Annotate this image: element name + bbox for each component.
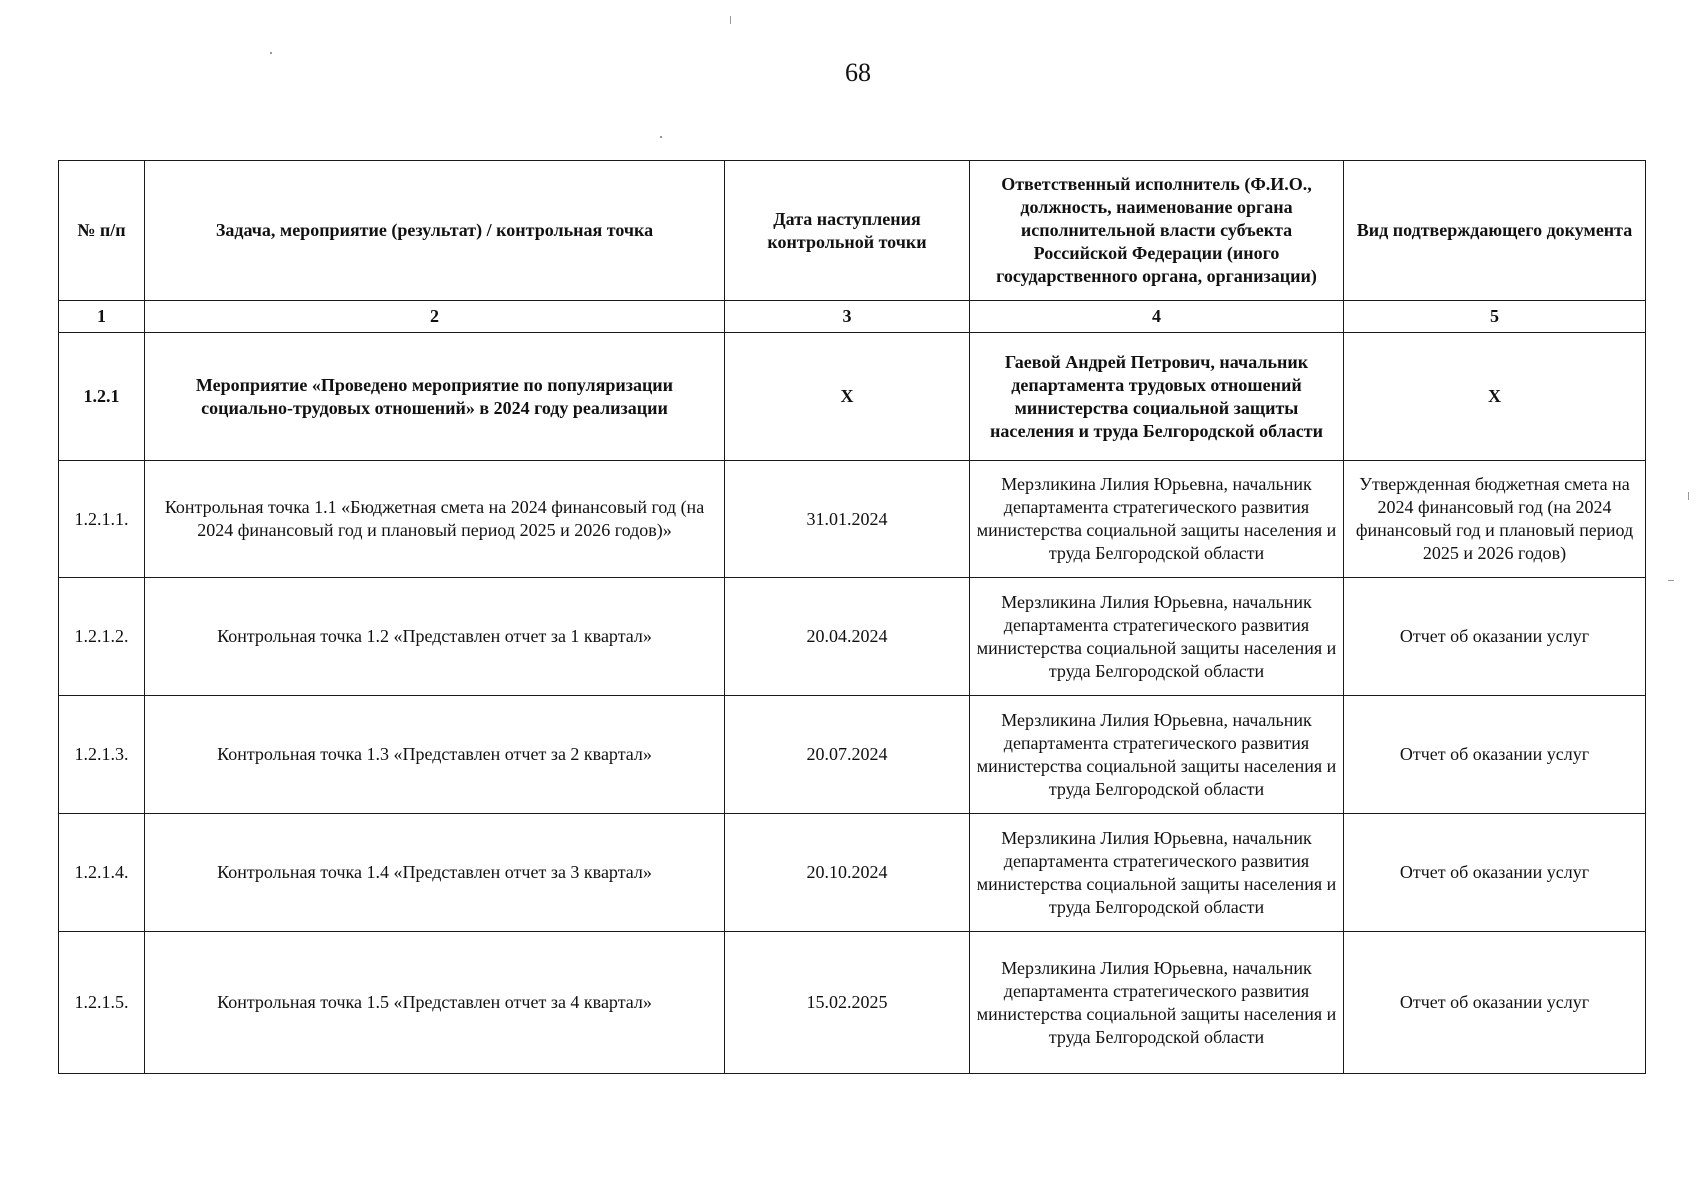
row-task: Мероприятие «Проведено мероприятие по популяризации социально-трудовых отношений» в 2024 году реализации — [145, 333, 725, 461]
scan-speck — [1688, 492, 1689, 500]
column-number: 1 — [59, 301, 145, 333]
row-code: 1.2.1.1. — [59, 461, 145, 578]
row-responsible: Гаевой Андрей Петрович, начальник департамента трудовых отношений министерства социальной защиты населения и труда Белгородской области — [970, 333, 1344, 461]
row-date: 15.02.2025 — [725, 932, 970, 1074]
row-document: X — [1344, 333, 1646, 461]
page-number: 68 — [845, 58, 871, 87]
row-task: Контрольная точка 1.4 «Представлен отчет за 3 квартал» — [145, 814, 725, 932]
scan-speck — [730, 16, 731, 24]
row-date: 31.01.2024 — [725, 461, 970, 578]
row-document: Отчет об оказании услуг — [1344, 932, 1646, 1074]
header-number: № п/п — [59, 161, 145, 301]
row-code: 1.2.1 — [59, 333, 145, 461]
row-code: 1.2.1.2. — [59, 578, 145, 696]
row-date: 20.07.2024 — [725, 696, 970, 814]
row-responsible: Мерзликина Лилия Юрьевна, начальник департамента стратегического развития министерства социальной защиты населения и труда Белгородской области — [970, 696, 1344, 814]
column-number: 2 — [145, 301, 725, 333]
row-task: Контрольная точка 1.3 «Представлен отчет за 2 квартал» — [145, 696, 725, 814]
row-document: Отчет об оказании услуг — [1344, 696, 1646, 814]
column-number: 3 — [725, 301, 970, 333]
table-row — [59, 932, 1646, 1074]
table-row — [59, 578, 1646, 696]
row-responsible: Мерзликина Лилия Юрьевна, начальник департамента стратегического развития министерства социальной защиты населения и труда Белгородской области — [970, 461, 1344, 578]
header-document: Вид подтверждающего документа — [1344, 161, 1646, 301]
scan-speck — [270, 52, 272, 54]
table-row — [59, 461, 1646, 578]
row-date: 20.10.2024 — [725, 814, 970, 932]
column-number-row — [59, 301, 1646, 333]
row-responsible: Мерзликина Лилия Юрьевна, начальник департамента стратегического развития министерства социальной защиты населения и труда Белгородской области — [970, 814, 1344, 932]
scan-speck — [660, 136, 662, 138]
row-code: 1.2.1.5. — [59, 932, 145, 1074]
header-date: Дата наступления контрольной точки — [725, 161, 970, 301]
table-row — [59, 333, 1646, 461]
table-row — [59, 814, 1646, 932]
row-responsible: Мерзликина Лилия Юрьевна, начальник департамента стратегического развития министерства социальной защиты населения и труда Белгородской области — [970, 932, 1344, 1074]
row-document: Утвержденная бюджетная смета на 2024 финансовый год (на 2024 финансовый год и плановый период 2025 и 2026 годов) — [1344, 461, 1646, 578]
row-document: Отчет об оказании услуг — [1344, 814, 1646, 932]
row-code: 1.2.1.4. — [59, 814, 145, 932]
scan-speck — [1668, 580, 1674, 581]
column-number: 5 — [1344, 301, 1646, 333]
header-responsible: Ответственный исполнитель (Ф.И.О., должность, наименование органа исполнительной власти субъекта Российской Федерации (иного государственного органа, организации) — [970, 161, 1344, 301]
row-responsible: Мерзликина Лилия Юрьевна, начальник департамента стратегического развития министерства социальной защиты населения и труда Белгородской области — [970, 578, 1344, 696]
row-task: Контрольная точка 1.1 «Бюджетная смета на 2024 финансовый год (на 2024 финансовый год и плановый период 2025 и 2026 годов)» — [145, 461, 725, 578]
header-task: Задача, мероприятие (результат) / контрольная точка — [145, 161, 725, 301]
row-document: Отчет об оказании услуг — [1344, 578, 1646, 696]
row-code: 1.2.1.3. — [59, 696, 145, 814]
row-task: Контрольная точка 1.5 «Представлен отчет за 4 квартал» — [145, 932, 725, 1074]
row-date: 20.04.2024 — [725, 578, 970, 696]
control-points-table — [58, 160, 1646, 1074]
row-task: Контрольная точка 1.2 «Представлен отчет за 1 квартал» — [145, 578, 725, 696]
table-header-row — [59, 161, 1646, 301]
table-row — [59, 696, 1646, 814]
row-date: X — [725, 333, 970, 461]
column-number: 4 — [970, 301, 1344, 333]
